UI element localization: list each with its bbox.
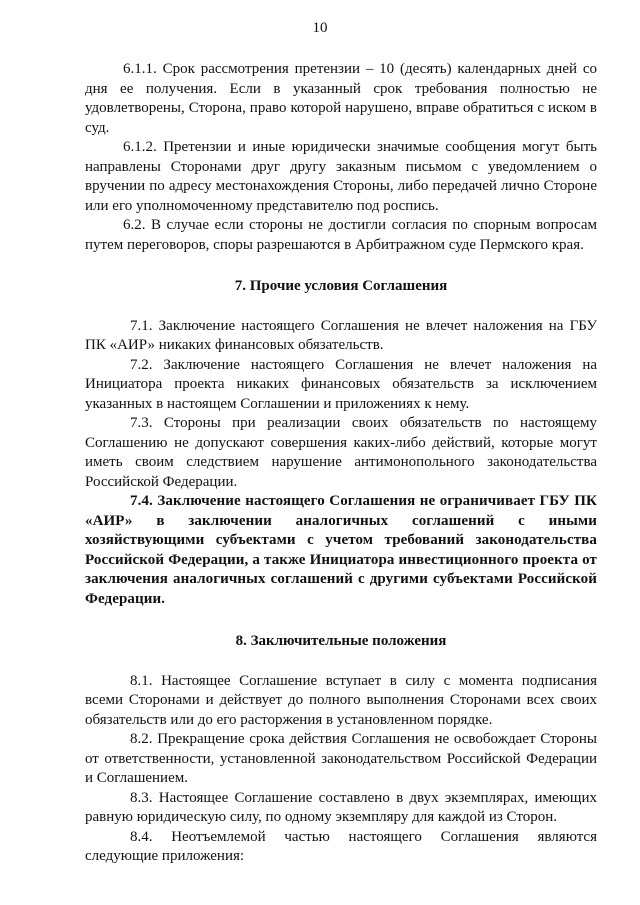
paragraph-8-4: 8.4. Неотъемлемой частью настоящего Соглашения являются следующие приложения:	[85, 828, 597, 864]
paragraph-7-4: 7.4. Заключение настоящего Соглашения не ограничивает ГБУ ПК «АИР» в заключении аналогичных соглашений с иными хозяйствующими субъектами с учетом требований законодательства Российской Федерации, а также Инициатора инвестиционного проекта от заключения аналогичных соглашений с другими субъектами Российской Федерации.	[85, 493, 597, 607]
page-number: 10	[312, 20, 328, 36]
paragraph-8-2: 8.2. Прекращение срока действия Соглашения не освобождает Стороны от ответственности, установленной законодательством Российской Федерации и Соглашением.	[85, 731, 597, 786]
section-7-heading: 7. Прочие условия Соглашения	[234, 278, 448, 294]
paragraph-7-1: 7.1. Заключение настоящего Соглашения не влечет наложения на ГБУ ПК «АИР» никаких финансовых обязательств.	[85, 317, 597, 353]
paragraph-7-3: 7.3. Стороны при реализации своих обязательств по настоящему Соглашению не допускают совершения каких-либо действий, которые могут иметь своим следствием нарушение антимонопольного законодательства Российской Федерации.	[85, 415, 597, 490]
paragraph-8-1: 8.1. Настоящее Соглашение вступает в силу с момента подписания всеми Сторонами и действует до полного выполнения Сторонами всех своих обязательств или до его расторжения в установленном порядке.	[85, 672, 597, 728]
paragraph-6-1-1: 6.1.1. Срок рассмотрения претензии – 10 (десять) календарных дней со дня ее получения. Если в указанный срок требования полностью не удовлетворены, Сторона, право которой нарушено, вправе обратиться с иском в суд.	[85, 61, 597, 136]
paragraph-8-3: 8.3. Настоящее Соглашение составлено в двух экземплярах, имеющих равную юридическую силу, по одному экземпляру для каждой из Сторон.	[85, 789, 597, 825]
section-8-heading: 8. Заключительные положения	[235, 633, 447, 649]
paragraph-6-1-2: 6.1.2. Претензии и иные юридически значимые сообщения могут быть направлены Сторонами друг другу заказным письмом с уведомлением о вручении по адресу местонахождения Стороны, либо передачей лично Стороне или его уполномоченному представителю под роспись.	[85, 139, 597, 214]
paragraph-7-2: 7.2. Заключение настоящего Соглашения не влечет наложения на Инициатора проекта никаких финансовых обязательств за исключением указанных в настоящем Соглашении и приложениях к нему.	[85, 356, 597, 412]
document-body	[85, 60, 597, 867]
paragraph-6-2: 6.2. В случае если стороны не достигли согласия по спорным вопросам путем переговоров, споры разрешаются в Арбитражном суде Пермского края.	[85, 217, 597, 253]
